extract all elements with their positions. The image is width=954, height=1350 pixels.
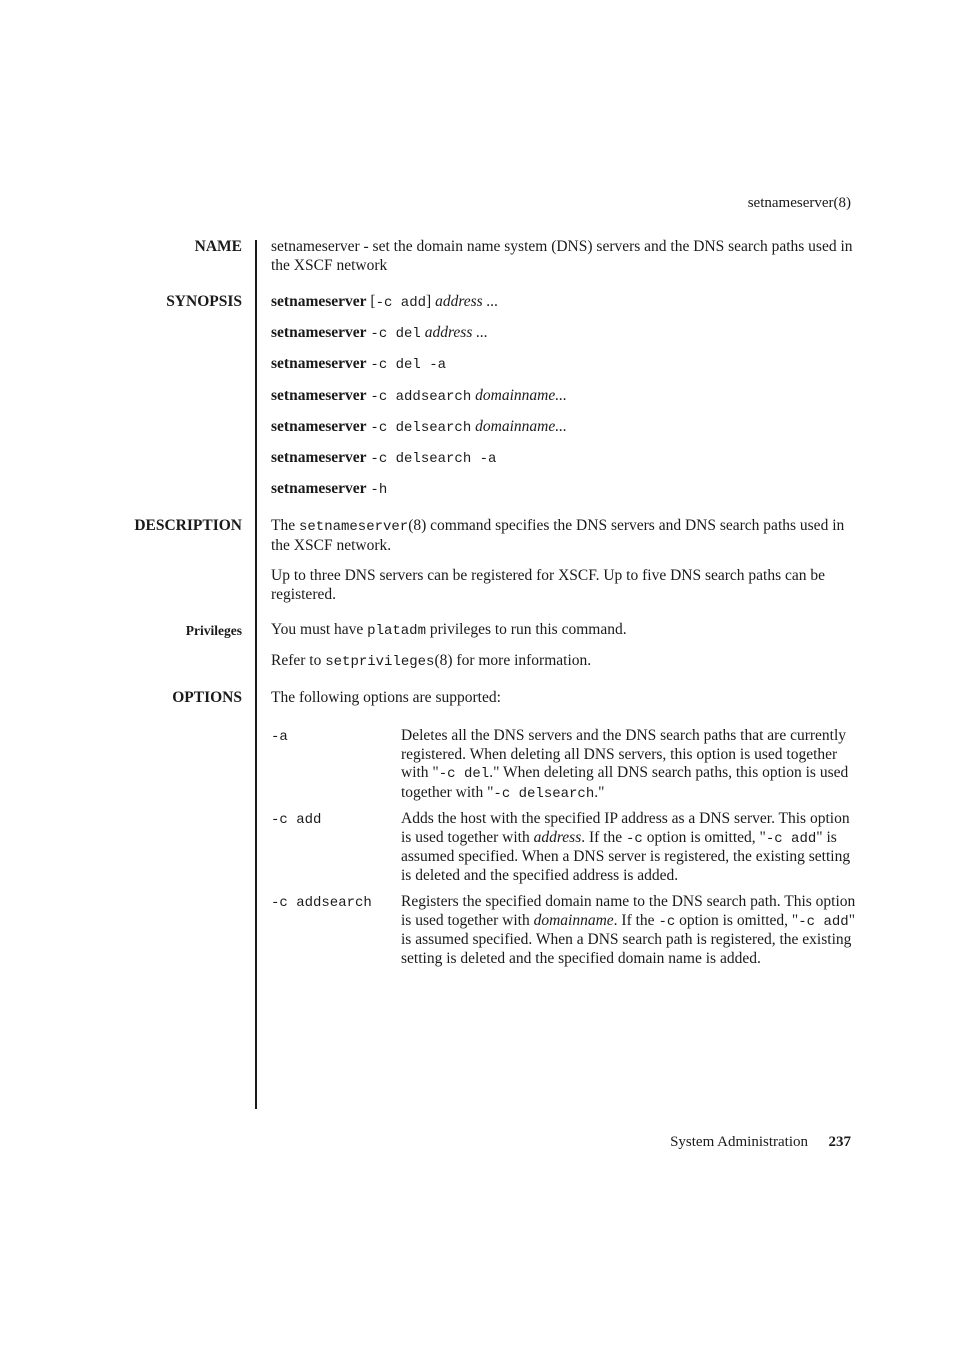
synopsis-command: setnameserver: [271, 449, 367, 466]
text-run: (8) command specifies the DNS servers and DNS search paths used in the XSCF network.: [271, 517, 845, 554]
page-number: 237: [828, 1134, 851, 1150]
synopsis-command: setnameserver: [271, 387, 367, 404]
text-run: privileges to run this command.: [425, 621, 627, 638]
command-name: setnameserver: [298, 519, 409, 535]
heading-name: NAME: [194, 238, 242, 255]
text-run: .": [594, 783, 605, 801]
option-flag: -a: [271, 729, 288, 745]
synopsis-arg: address ...: [424, 324, 488, 341]
synopsis-command: setnameserver: [271, 293, 367, 310]
text-run: . If the: [613, 911, 659, 929]
synopsis-line: [271, 418, 567, 438]
synopsis-flag: -c add: [375, 295, 427, 311]
option-flag: -c add: [271, 812, 322, 828]
text-run: Adds the host with the specified IP address as a DNS server. This option is used together with: [401, 810, 850, 846]
text-run: option is omitted, ": [642, 828, 766, 846]
text-run: (8) for more information.: [434, 652, 592, 669]
inline-code: -c: [658, 913, 676, 930]
text-run: . If the: [581, 828, 627, 846]
inline-code: -c: [626, 830, 643, 847]
synopsis-arg: domainname...: [475, 387, 567, 404]
inline-code: -c add: [765, 830, 817, 847]
running-header: setnameserver(8): [747, 195, 851, 211]
synopsis-command: setnameserver: [271, 480, 367, 497]
italic-arg: address: [533, 828, 582, 846]
vertical-rule: [255, 240, 257, 1109]
heading-description: DESCRIPTION: [134, 517, 242, 534]
heading-synopsis: SYNOPSIS: [166, 293, 242, 310]
privilege-name: platadm: [367, 623, 426, 639]
synopsis-flag: -c del -a: [370, 357, 447, 373]
synopsis-command: setnameserver: [271, 324, 367, 341]
privileges-paragraph: [271, 652, 856, 672]
options-intro: The following options are supported:: [271, 689, 501, 706]
name-text: setnameserver - set the domain name system (DNS) servers and the DNS search paths used in the XSCF network: [271, 238, 853, 274]
synopsis-flag: -h: [370, 482, 388, 498]
text-run: option is omitted, ": [675, 911, 799, 929]
text-run: Deletes all the DNS servers and the DNS search paths that are currently registered. When deleting all DNS servers, this option is used together with ": [401, 727, 847, 781]
option-description: [401, 893, 861, 968]
synopsis-flag: -c del: [370, 326, 421, 342]
heading-privileges: Privileges: [185, 623, 242, 638]
synopsis-line: [271, 449, 496, 469]
text-run: ." When deleting all DNS search paths, this option is used together with ": [401, 764, 849, 801]
option-flag: -c addsearch: [271, 895, 372, 911]
text-run: Refer to: [271, 652, 326, 669]
description-paragraph: Up to three DNS servers can be registered for XSCF. Up to five DNS search paths can be registered.: [271, 567, 826, 603]
synopsis-command: setnameserver: [271, 355, 367, 372]
inline-code: -c add: [798, 913, 849, 930]
synopsis-line: [271, 293, 498, 313]
synopsis-line: [271, 387, 567, 407]
option-description: [401, 727, 861, 803]
text-run: The: [271, 517, 299, 534]
synopsis-command: setnameserver: [271, 418, 367, 435]
description-paragraph: [271, 517, 856, 555]
synopsis-arg: domainname...: [475, 418, 567, 435]
text-run: " is assumed specified. When a DNS search path is registered, the existing setting is deleted and the specified domain name is added.: [401, 911, 856, 967]
synopsis-flag: -c addsearch: [370, 389, 472, 405]
inline-code: -c del: [438, 766, 490, 782]
text-run: Registers the specified domain name to the DNS search path. This option is used together with: [401, 893, 856, 929]
synopsis-line: [271, 355, 446, 375]
command-name: setprivileges: [325, 654, 435, 670]
synopsis-line: [271, 324, 488, 344]
text-run: You must have: [271, 621, 368, 638]
privileges-paragraph: [271, 621, 856, 641]
option-description: [401, 810, 861, 885]
italic-arg: domainname: [533, 911, 614, 929]
inline-code: -c delsearch: [493, 785, 595, 802]
synopsis-flag: -c delsearch: [370, 420, 472, 436]
synopsis-arg: address ...: [435, 293, 499, 310]
footer-title: System Administration: [670, 1134, 808, 1150]
heading-options: OPTIONS: [172, 689, 242, 706]
synopsis-bracket-open: [: [370, 293, 376, 310]
synopsis-line: [271, 480, 387, 500]
synopsis-flag: -c delsearch -a: [370, 451, 497, 467]
synopsis-bracket-close: ]: [426, 293, 432, 310]
text-run: " is assumed specified. When a DNS server is registered, the existing setting is deleted and the specified address is added.: [401, 828, 851, 884]
